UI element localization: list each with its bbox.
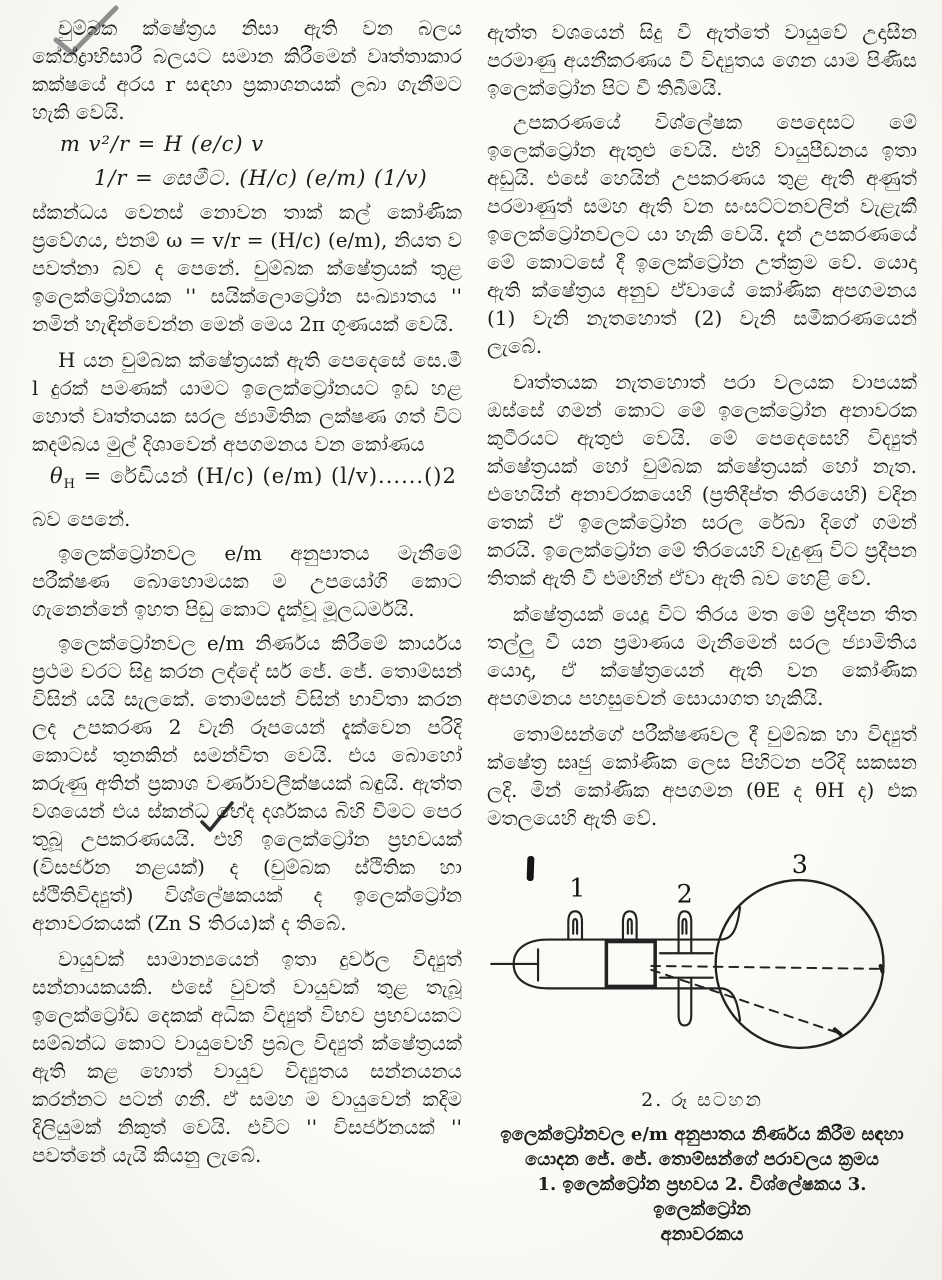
formula-radius: 1/r = සෙමීට. (H/c) (e/m) (1/v) bbox=[94, 166, 428, 190]
cathode-ray-tube-diagram bbox=[487, 842, 917, 1084]
figure-label-3: 3 bbox=[791, 849, 808, 880]
formula-deflection-angle bbox=[50, 462, 462, 499]
figure-label-2: 2 bbox=[676, 878, 693, 909]
tube-stub-1 bbox=[568, 911, 582, 939]
formula-rest: = රේඩියන් (H/c) (e/m) (l/v)......()2 bbox=[76, 464, 457, 488]
figure-caption-line: ඉලෙක්ට්‍රෝනවල e/m අනුපාතය නිර්ණය කිරීම සඳහා bbox=[500, 1124, 904, 1145]
electron-beam-rays bbox=[651, 966, 880, 1032]
tube-stub-bottom bbox=[679, 978, 692, 1026]
tube-stub-3 bbox=[679, 911, 692, 953]
left-column bbox=[32, 0, 462, 1280]
paragraph: බව පෙනේ. bbox=[32, 507, 131, 532]
paragraph: චුම්බක ක්ෂේත්‍රය නිසා ඇති වන බලය කේන්ද්‍රාභිසාරී බලයට සමාන කිරීමෙන් වෘත්තාකාර කක්ෂයේ අරය r සඳහා ප්‍රකාශනයක් ලබා ගැනීමට හැකි වෙයි. bbox=[32, 16, 462, 124]
figure-caption-line: 1. ඉලෙක්ට්‍රෝන ප්‍රභවය 2. විශ්ලේෂකය 3. ඉලෙක්ට්‍රෝන bbox=[537, 1174, 867, 1220]
figure-caption-line: අනාවරකය bbox=[660, 1224, 744, 1245]
analyser-box bbox=[606, 942, 655, 987]
figure-number: 2. රූ සටහන bbox=[641, 1089, 763, 1111]
paragraph: උපකරණයේ විශ්ලේෂක පෙදෙසට මේ ඉලෙක්ට්‍රෝන ඇතුළු වෙයි. එහි වායුපීඩනය ඉතා අඩුයි. එසේ හෙයින් උපකරණය තුළ ඇති අණුත් පරමාණුත් සමහ ඇති වන සංසට්ටනවලින් වැළැකී ඉලෙක්ට්‍රෝනවලට යා හැකි වෙයි. දැන් උපකරණයේ මේ කොටසේ දී ඉලෙක්ට්‍රෝන උත්ක්‍රම වේ. යොදා ඇති ක්ෂේත්‍රය අනුව ඒවායේ කෝණික අපගමනය (1) වැනි නැතහොත් (2) වැනි සමීකරණයෙන් ලැබේ. bbox=[487, 110, 917, 358]
tube-stub-2 bbox=[623, 911, 637, 939]
formula-centripetal: m v²/r = H (e/c) v bbox=[60, 132, 265, 156]
paragraph: ඉලෙක්ට්‍රෝනවල e/m අනුපාතය මැනීමේ පරීක්ෂණ බොහොමයක ම උපයෝගි කොට ගැනෙන්නේ ඉහත පිඩු කොට දැක්වූ මූලධර්මයි. bbox=[32, 541, 462, 622]
figure-label-1: 1 bbox=[569, 872, 586, 903]
figure-caption bbox=[487, 1122, 917, 1247]
paragraph: තොම්සන්ගේ පරීක්ෂණවල දී චුම්බක හා විද්‍යුත් ක්ෂේත්‍ර සෘජු කෝණික ලෙස පිහිටන පරිදි සකසන ලදි. මින් කෝණික අපගමන (θE ද θH ද) එක මතලයෙහි ඇති වේ. bbox=[487, 722, 917, 830]
theta-symbol: θ bbox=[50, 464, 64, 488]
detector-bulb bbox=[716, 880, 884, 1048]
paragraph: වෘත්තයක නැතහොත් පරා වලයක වාපයක් ඔස්සේ ගමන් කොට මේ ඉලෙක්ට්‍රෝන අනාවරක කුටීරයට ඇතුළු වෙයි. මේ පෙදෙසෙහි විද්‍යුත් ක්ෂේත්‍රයක් හෝ චුම්බක ක්ෂේත්‍රයක් හෝ නැත. එහෙයින් අනාවරකයෙහි (ප්‍රතිදීප්ත තිරයෙහි) වදින තෙක් ඒ ඉලෙක්ට්‍රෝන සරල රේඛා දිගේ ගමන් කරයි. ඉලෙක්ට්‍රෝන මේ තිරයෙහි වැදුණු විට ප්‍රදීපන තිතක් ඇති වී එමහින් ඒවා ඇති බව හෙළි වේ. bbox=[487, 370, 917, 590]
theta-subscript: H bbox=[63, 477, 76, 493]
paragraph: ක්ෂේත්‍රයක් යෙදූ විට තිරය මත මේ ප්‍රදීපන තිත තල්ලු වී යන ප්‍රමාණය මැනීමෙන් සරල ජ්‍යාමිතිය යොදා, ඒ ක්ෂේත්‍රයෙන් ඇති වන කෝණික අපගමනය පහසුවෙන් සොයාගත හැකියි. bbox=[487, 602, 917, 710]
paragraph: H යන චුම්බක ක්ෂේත්‍රයක් ඇති පෙදෙසේ සෙ.මී l දුරක් පමණක් යාමට ඉලෙක්ට්‍රෝනයට ඉඩ හළ හොත් වෘත්තයක සරල ජ්‍යාමිතික ලක්ෂණ ගත් විට කදම්බය මුල් දිශාවෙන් අපගමනය වන කෝණය bbox=[32, 348, 462, 456]
paragraph: වායුවක් සාමාන්‍යයෙන් ඉතා දුර්වල විද්‍යුත් සන්නායකයකි. එසේ වුවත් වායුවක් තුළ තැබූ ඉලෙක්ට්‍රෝඩ දෙකක් අධික විද්‍යුත් විභව ප්‍රභවයකට සම්බන්ධ කොට වායුවෙහි ප්‍රබල විද්‍යුත් ක්ෂේත්‍රයක් ඇති කළ හොත් වායුව විද්‍යුතය සන්නයනය කරන්නට පටන් ගනී. ඒ සමහ ම වායුවෙන් කදිම දිලියුමක් නිකුත් වෙයි. එවිට '' විසර්ජනයක් '' පවත්නේ යැයි කියනු ලැබේ. bbox=[32, 947, 462, 1168]
paragraph: ස්කන්ධය වෙනස් නොවන තාක් කල් කෝණික ප්‍රවේගය, එනම් ω = v/r = (H/c) (e/m), නියත ව පවත්නා බව ද පෙනේ. චුම්බක ක්ෂේත්‍රයක් තුළ ඉලෙක්ට්‍රෝනයක '' සයික්ලොට්‍රෝන සංඛ්‍යාතය '' නමින් හැඳින්වෙන්න මෙන් මෙය 2π ගුණයක් වෙයි. bbox=[32, 200, 462, 336]
paragraph: ඉලෙක්ට්‍රෝනවල e/m නිර්ණය කිරීමේ කාර්යය ප්‍රථම වරට සිදු කරන ලද්දේ සර් ජේ. ජේ. තොම්සන් විසින් යයි සැලකේ. තොම්සන් විසින් භාවිතා කරන ලද උපකරණ 2 වැනි රූපයෙන් දැක්වෙන පරිදි කොටස් තුනකින් සමන්විත වෙයි. එය බොහෝ කරුණු අතින් ප්‍රකාශ වර්ණාවලීක්ෂයක් බඳුයි. ඇත්ත වශයෙන් එය ස්කන්ධ භේද දර්ශකය බිහි වීමට පෙර තුබූ උපකරණයයි. එහි ඉලෙක්ට්‍රෝන ප්‍රභවයක් (විසර්ජන නළයක්) ද (චුම්බක ස්ථිතික හා ස්ථිතිවිද්‍යුත්) විශ්ලේෂකයක් ද ඉලෙක්ට්‍රෝන අනාවරකයක් (Zn S තිරය)ක් ද තිබේ. bbox=[32, 631, 462, 936]
figure-caption-line: යොදන ජේ. ජේ. තොම්සන්ගේ පරාවලය ක්‍රමය bbox=[524, 1149, 879, 1170]
figure-thomson-tube bbox=[487, 842, 917, 1247]
paragraph: ඇත්ත වශයෙන් සිදු වී ඇත්තේ වායුවේ උදාසීන පරමාණු අයනීකරණය වී විද්‍යුතය ගෙන යාම පිණිස ඉලෙක්ට්‍රෝන පිට වී තිබීමයි. bbox=[487, 20, 917, 100]
right-column bbox=[487, 0, 917, 1280]
